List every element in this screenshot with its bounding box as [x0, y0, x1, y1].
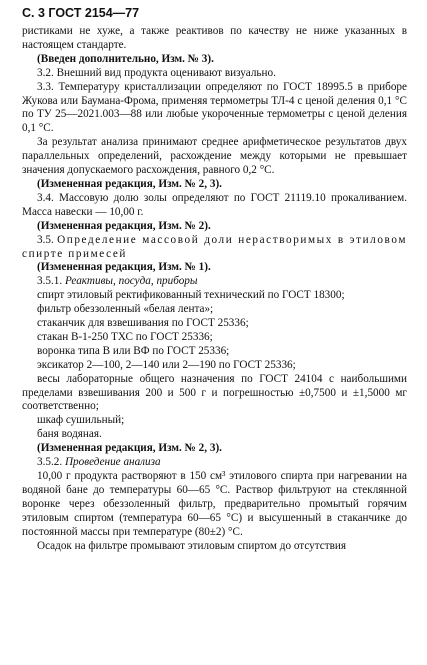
clause-3-4: 3.4. Массовую долю золы определяют по ГОСТ 21119.10 прокаливанием. Масса навески — 10,00 г.	[22, 191, 407, 218]
clause-3-2: 3.2. Внешний вид продукта оценивают визуально.	[37, 66, 276, 79]
clause-3-5-2-text: 10,00 г продукта растворяют в 150 см³ этилового спирта при нагревании на водяной бане до температуры 60—65 °С. Раствор фильтруют на стеклянной воронке через обеззоленный фильтр, предварительно промытый горячим этиловым спиртом (температура 60—65 °С) и высушенный в стаканчике до постоянной массы при температуре (80±2) °С.	[22, 470, 407, 538]
amendment-note: (Введен дополнительно, Изм. № 3).	[37, 52, 214, 65]
amendment-note: (Измененная редакция, Изм. № 1).	[37, 261, 211, 274]
list-item: баня водяная.	[37, 428, 102, 441]
list-item: стакан В-1-250 ТХС по ГОСТ 25336;	[37, 330, 213, 343]
clause-3-5-1	[22, 275, 407, 289]
amendment-note: (Измененная редакция, Изм. № 2, 3).	[37, 442, 222, 455]
page-header: С. 3 ГОСТ 2154—77	[22, 6, 140, 20]
clause-3-5-2-number: 3.5.2.	[37, 456, 63, 469]
list-item: эксикатор 2—100, 2—140 или 2—190 по ГОСТ 25336;	[37, 358, 296, 371]
clause-3-5-2	[22, 456, 407, 470]
list-item: воронка типа В или ВФ по ГОСТ 25336;	[37, 344, 230, 357]
clause-3-5	[22, 234, 407, 262]
clause-3-3-result: За результат анализа принимают среднее арифметическое результатов двух параллельных определений, расхождение между которыми не превышает значения допускаемого расхождения, равного 0,2 °С.	[22, 136, 407, 177]
list-item: стаканчик для взвешивания по ГОСТ 25336;	[37, 317, 249, 330]
document-page	[22, 6, 407, 553]
paragraph-last: Осадок на фильтре промывают этиловым спиртом до отсутствия	[37, 539, 347, 552]
clause-3-5-1-number: 3.5.1.	[37, 275, 63, 288]
clause-3-5-1-title: Реактивы, посуда, приборы	[64, 275, 198, 288]
clause-3-5-2-title: Проведение анализа	[64, 456, 161, 469]
clause-3-3: 3.3. Температуру кристаллизации определяют по ГОСТ 18995.5 в приборе Жукова или Баумана-Фрома, применяя термометры ТЛ-4 с ценой деления 0,1 °С по ТУ 25—2021.003—88 или любые укороченные термометры с ценой деления 0,1 °С.	[22, 80, 407, 135]
amendment-note: (Измененная редакция, Изм. № 2, 3).	[37, 177, 222, 190]
clause-3-5-title: Определение массовой доли нерастворимых в этиловом спирте примесей	[22, 233, 407, 260]
paragraph-continuation: ристиками не хуже, а также реактивов по качеству не ниже указанных в настоящем стандарте.	[22, 25, 407, 51]
list-item-scales: весы лабораторные общего назначения по ГОСТ 24104 с наибольшими пределами взвешивания 200 и 500 г и погрешностью ±0,7500 и ±1,5000 мг соответственно;	[22, 372, 407, 413]
amendment-note: (Измененная редакция, Изм. № 2).	[37, 219, 211, 232]
list-item: спирт этиловый ректификованный технический по ГОСТ 18300;	[37, 289, 345, 302]
list-item: шкаф сушильный;	[37, 414, 125, 427]
list-item: фильтр обеззоленный «белая лента»;	[37, 303, 214, 316]
clause-3-5-number: 3.5.	[37, 233, 54, 246]
